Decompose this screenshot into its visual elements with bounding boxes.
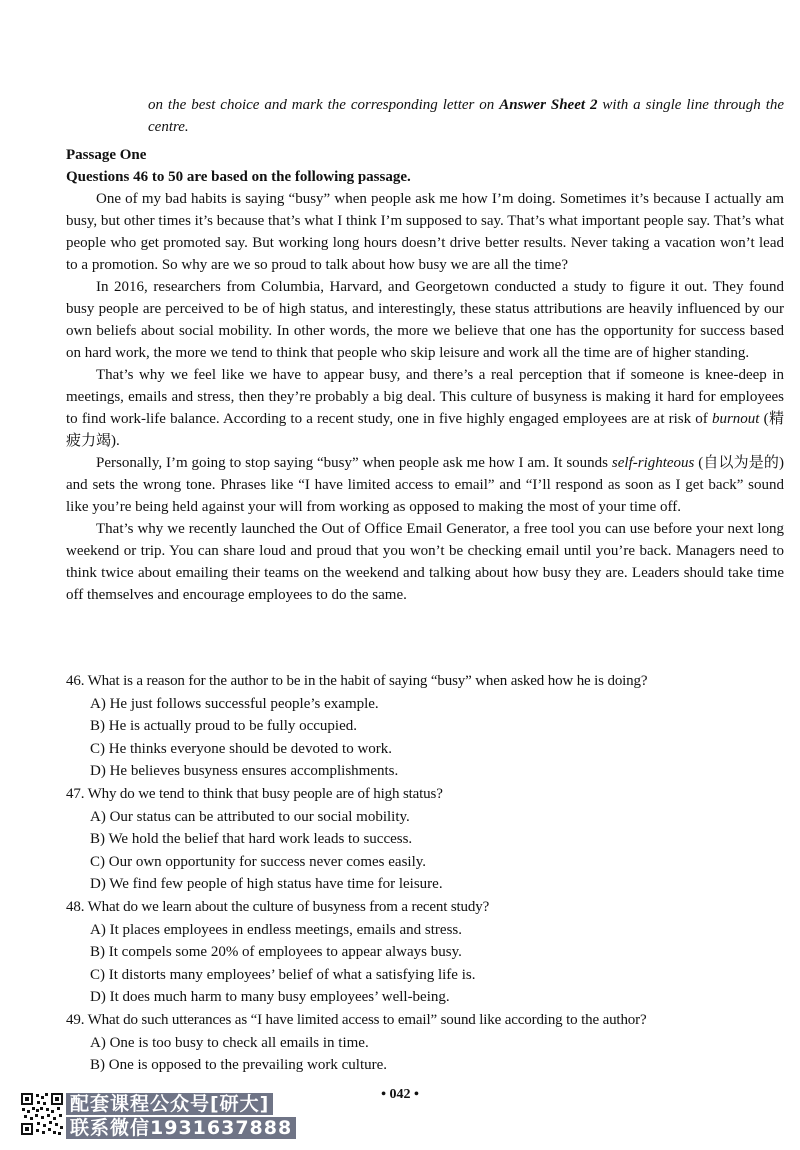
paragraph-5: That’s why we recently launched the Out of Office Email Generator, a free tool you can use before your next long weekend or trip. You can share loud and proud that you won’t be checking email until you’re back. Managers need to think twice about emailing their teams on the weekend and talking about how busy they are. Leaders should take time off themselves and encourage employees to do the same. [66, 521, 784, 603]
option-a: A) It places employees in endless meetings, emails and stress. [90, 921, 462, 938]
option-b: B) It compels some 20% of employees to appear always busy. [90, 944, 462, 961]
qr-code-icon [20, 1092, 64, 1136]
watermark-line-1: 配套课程公众号[研大] [66, 1093, 273, 1115]
watermark-line-2: 联系微信1931637888 [66, 1117, 296, 1139]
option-b: B) We hold the belief that hard work leads to success. [90, 831, 413, 848]
paragraph-4-text: Personally, I’m going to stop saying “busy” when people ask me how I am. It sounds [96, 455, 612, 471]
passage-title: Passage One [66, 147, 147, 163]
paragraph-1: One of my bad habits is saying “busy” when people ask me how I’m doing. Sometimes it’s because I actually am busy, but other times it’s because that’s what I think I’m supposed to say. That’s what important people say. That’s what people who get promoted say. But working long hours doesn’t drive better results. Never taking a vacation won’t lead to a promotion. So why are we so proud to talk about how busy we are all the time? [66, 191, 784, 273]
gloss-self-righteous: (自以为是的) [694, 455, 784, 471]
option-a: A) Our status can be attributed to our social mobility. [90, 808, 410, 825]
paragraph-3-text: That’s why we feel like we have to appear busy, and there’s a real perception that if someone is knee-deep in meetings, emails and stress, then they’re probably a big deal. This culture of busyness is making it hard for employees to find work-life balance. According to a recent study, one in five highly engaged employees are at risk of [66, 367, 784, 427]
term-burnout: burnout [711, 411, 760, 427]
option-a: A) He just follows successful people’s example. [90, 695, 379, 712]
paragraph-4 [66, 452, 784, 518]
option-c: C) Our own opportunity for success never comes easily. [90, 853, 427, 870]
option-b: B) One is opposed to the prevailing work culture. [90, 1057, 388, 1074]
question-list [66, 670, 784, 1077]
option-c: C) It distorts many employees’ belief of what a satisfying life is. [90, 966, 476, 983]
option-d: D) It does much harm to many busy employees’ well-being. [90, 989, 450, 1006]
instruction-after: with a single line through the centre. [148, 97, 785, 135]
option-b: B) He is actually proud to be fully occupied. [90, 718, 358, 735]
paragraph-3 [66, 364, 784, 452]
option-d: D) He believes busyness ensures accomplishments. [90, 763, 399, 780]
term-self-righteous: self-righteous [611, 455, 695, 471]
gloss-burnout: (精疲力竭). [66, 411, 784, 449]
instruction-text [148, 94, 784, 138]
question-47 [66, 783, 784, 896]
passage-subtitle: Questions 46 to 50 are based on the following passage. [66, 169, 411, 185]
page-number: • 042 • [381, 1087, 419, 1102]
question-stem: 46. What is a reason for the author to be in the habit of saying “busy” when asked how he is doing? [66, 673, 648, 689]
option-d: D) We find few people of high status have time for leisure. [90, 876, 443, 893]
paragraph-4-rest: and sets the wrong tone. Phrases like “I have limited access to email” and “I’ll respond as soon as I get back” sound like you’re being held against your will from working as opposed to making the most of your time off. [66, 477, 784, 515]
instruction-bold: Answer Sheet 2 [499, 97, 598, 113]
question-46 [66, 670, 784, 783]
paragraph-2: In 2016, researchers from Columbia, Harvard, and Georgetown conducted a study to figure it out. They found busy people are perceived to be of high status, and interestingly, these status attributions are heavily influenced by our own beliefs about social mobility. In other words, the more we believe that one has the opportunity for success based on hard work, the more we tend to think that people who skip leisure and work all the time are of higher standing. [66, 279, 784, 361]
option-c: C) He thinks everyone should be devoted to work. [90, 740, 393, 757]
question-49 [66, 1009, 784, 1077]
instruction-before: on the best choice and mark the corresponding letter on [148, 97, 500, 113]
passage-body [66, 188, 784, 606]
question-48 [66, 896, 784, 1009]
question-stem: 47. Why do we tend to think that busy people are of high status? [66, 785, 443, 802]
option-a: A) One is too busy to check all emails in time. [90, 1034, 369, 1051]
question-stem: 49. What do such utterances as “I have limited access to email” sound like according to the author? [66, 1011, 647, 1028]
question-stem: 48. What do we learn about the culture of busyness from a recent study? [66, 898, 490, 915]
